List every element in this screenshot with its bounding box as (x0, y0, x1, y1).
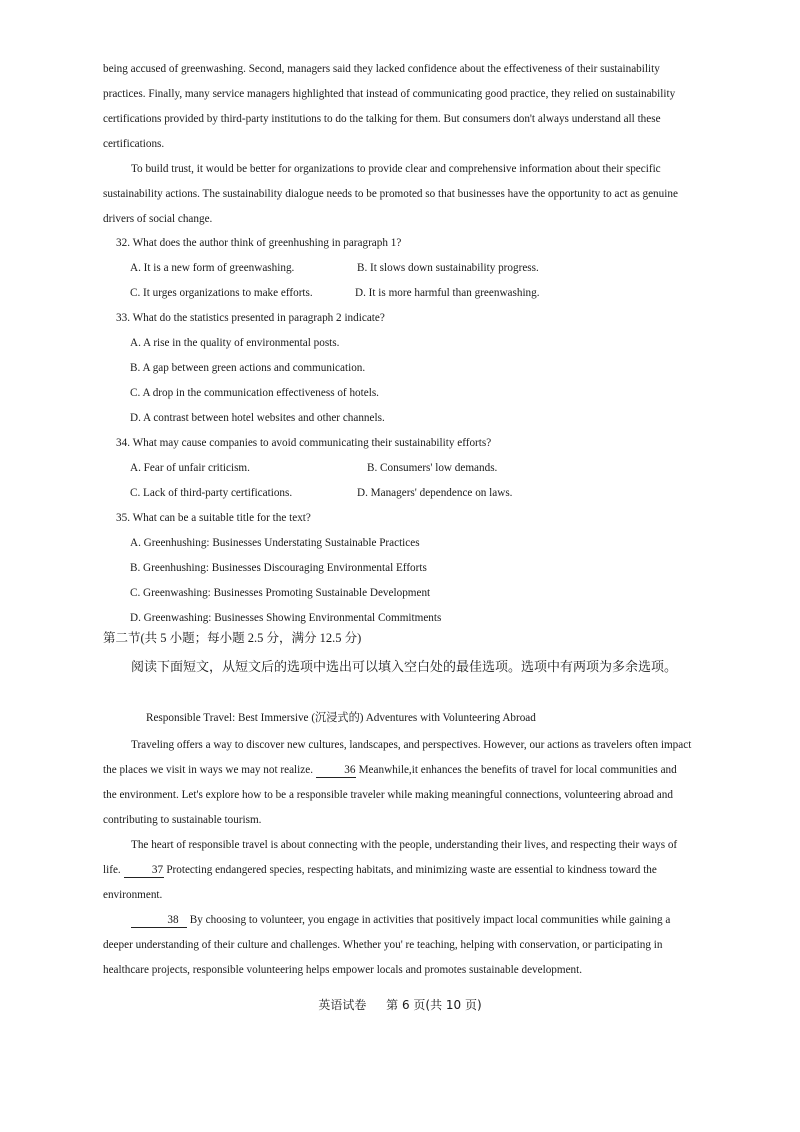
passage-paragraph: To build trust, it would be better for organizations to provide clear and comprehensive information about their specific sustainability actions. The sustainability dialogue needs to be promoted so that businesses have the opportunity to act as genuine drivers of social change. (103, 163, 678, 225)
question-34-option-a[interactable]: A. Fear of unfair criticism. (130, 462, 250, 474)
question-35-stem: 35. What can be a suitable title for the text? (116, 512, 311, 524)
passage-continuation (103, 57, 693, 232)
cloze-passage (103, 733, 693, 983)
paragraph-text: By choosing to volunteer, you engage in activities that positively impact local communities while gaining a deeper understanding of their culture and challenges. Whether you' re teaching, helping with conservation, or participating in healthcare projects, responsible volunteering helps empower locals and promotes sustainable development. (103, 914, 671, 976)
paragraph-text: Protecting endangered species, respecting habitats, and minimizing waste are essential to kindness toward the environment. (103, 864, 657, 901)
question-33-option-d[interactable]: D. A contrast between hotel websites and other channels. (130, 412, 385, 424)
paragraph-text: Meanwhile,it enhances the benefits of travel for local communities and the environment. Let's explore how to be a responsible traveler while making meaningful connections, volunteering abroad and contributing to sustainable tourism. (103, 764, 677, 826)
question-32-option-c[interactable]: C. It urges organizations to make efforts. (130, 287, 313, 299)
footer-subject: 英语试卷 (318, 998, 367, 1012)
blank-37[interactable]: 37 (124, 863, 164, 878)
question-33-option-b[interactable]: B. A gap between green actions and communication. (130, 362, 366, 374)
question-34-option-b[interactable]: B. Consumers' low demands. (367, 462, 498, 474)
question-34-option-c[interactable]: C. Lack of third-party certifications. (130, 487, 293, 499)
passage-title: Responsible Travel: Best Immersive (沉浸式的) Adventures with Volunteering Abroad (146, 712, 536, 724)
cloze-paragraph-3 (103, 908, 693, 983)
section-2-instruction (103, 654, 695, 679)
question-32-option-d[interactable]: D. It is more harmful than greenwashing. (355, 287, 540, 299)
question-35-option-b[interactable]: B. Greenhushing: Businesses Discouraging Environmental Efforts (130, 562, 427, 574)
blank-38[interactable]: 38 (131, 913, 187, 928)
passage-paragraph: being accused of greenwashing. Second, managers said they lacked confidence about the effectiveness of their sustainability practices. Finally, many service managers highlighted that instead of communicating good practice, they relied on sustainability certifications provided by third-party institutions to do the talking for them. But consumers don't always understand all these certifications. (103, 63, 676, 150)
instruction-text: 阅读下面短文，从短文后的选项中选出可以填入空白处的最佳选项。选项中有两项为多余选项。 (131, 659, 678, 674)
question-35-option-a[interactable]: A. Greenhushing: Businesses Understating Sustainable Practices (130, 537, 420, 549)
paragraph-text: The heart of responsible travel is about connecting with the people, understanding their lives, and respecting their ways of life. (103, 839, 678, 876)
question-33-option-c[interactable]: C. A drop in the communication effectiveness of hotels. (130, 387, 379, 399)
section-2-header: 第二节(共 5 小题；每小题 2.5 分，满分 12.5 分) (103, 631, 362, 645)
question-32-option-a[interactable]: A. It is a new form of greenwashing. (130, 262, 295, 274)
page-footer (0, 996, 800, 1013)
footer-page-number: 第 6 页(共 10 页) (386, 998, 482, 1012)
question-34-stem: 34. What may cause companies to avoid communicating their sustainability efforts? (116, 437, 492, 449)
question-34-option-d[interactable]: D. Managers' dependence on laws. (357, 487, 513, 499)
cloze-paragraph-2 (103, 833, 693, 908)
paragraph-text: Traveling offers a way to discover new cultures, landscapes, and perspectives. However, our actions as travelers often impact the places we visit in ways we may not realize. (103, 739, 692, 776)
question-35-option-d[interactable]: D. Greenwashing: Businesses Showing Environmental Commitments (130, 612, 442, 624)
cloze-paragraph-1 (103, 733, 693, 833)
question-32-stem: 32. What does the author think of greenhushing in paragraph 1? (116, 237, 402, 249)
question-33-stem: 33. What do the statistics presented in paragraph 2 indicate? (116, 312, 385, 324)
blank-36[interactable]: 36 (316, 763, 356, 778)
question-35-option-c[interactable]: C. Greenwashing: Businesses Promoting Sustainable Development (130, 587, 431, 599)
question-33-option-a[interactable]: A. A rise in the quality of environmental posts. (130, 337, 340, 349)
question-32-option-b[interactable]: B. It slows down sustainability progress. (357, 262, 539, 274)
